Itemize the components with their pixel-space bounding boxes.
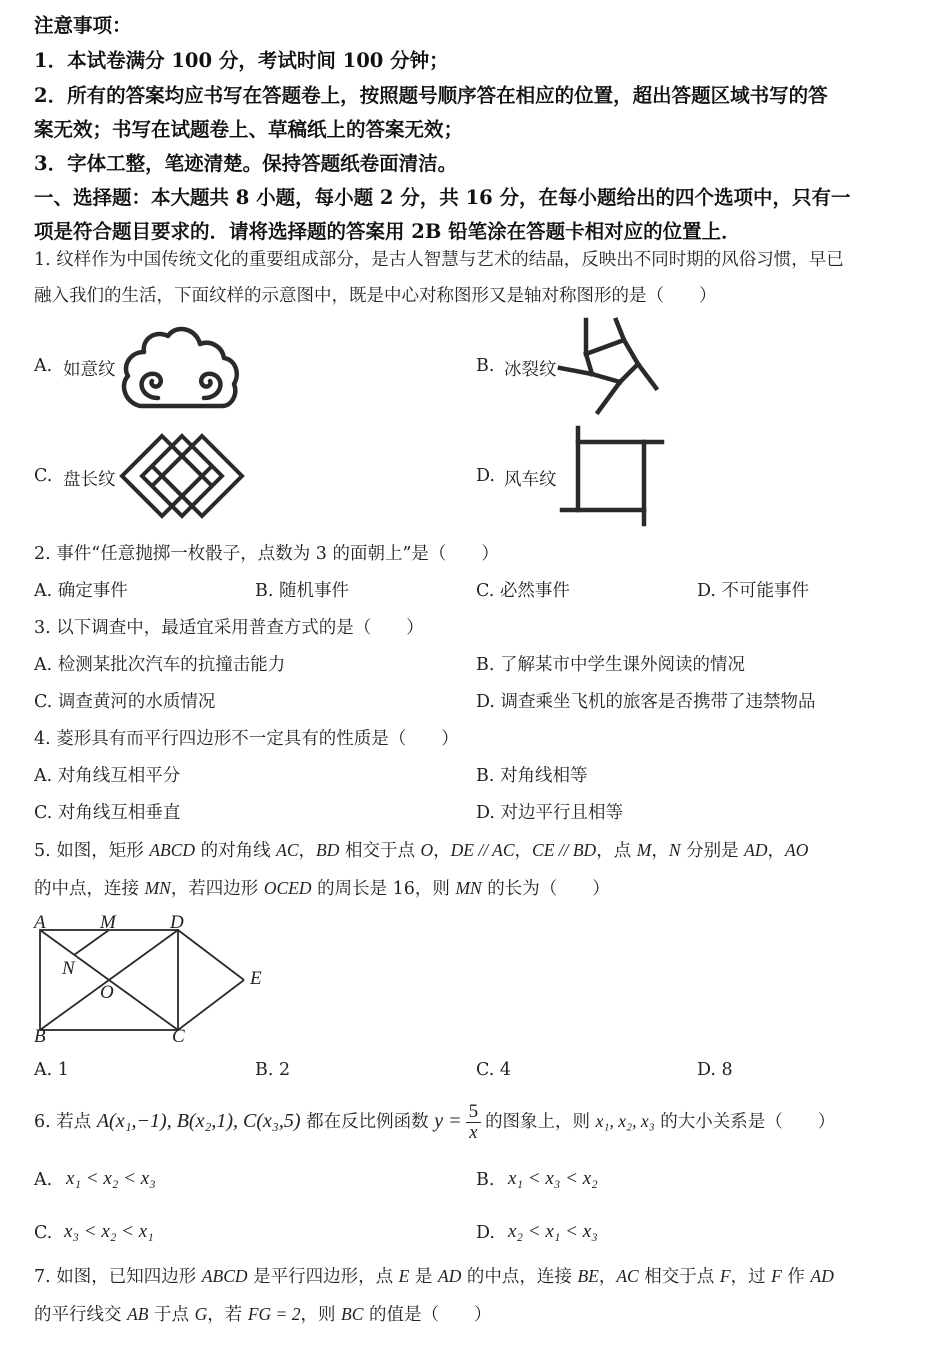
q1-option-b-letter[interactable]: B.: [476, 356, 495, 376]
q6-stem: 6. 若点 A(x₁,−1), B(x₂,1), C(x₃,5) 都在反比例函数 y = $\frac{5}{x}$ 的图象上，则 x₁, x₂, x₃ 的大小关系是（ ）: [34, 1101, 836, 1143]
q6-option-a: x₁ < x₂ < x₃: [66, 1168, 156, 1189]
point-a-label: A: [34, 912, 46, 933]
q5-stem-line2: 的中点，连接 MN，若四边形 OCED 的周长是 16，则 MN 的长为（ ）: [34, 878, 610, 899]
q1-option-d-letter[interactable]: D.: [476, 466, 495, 486]
q6-option-a-letter[interactable]: A.: [34, 1170, 53, 1190]
ice-crack-pattern-figure: [558, 318, 664, 416]
windmill-pattern-figure: [560, 426, 664, 526]
notice-item-3: 3．字体工整，笔迹清楚。保持答题纸卷面清洁。: [34, 152, 458, 175]
point-n-label: N: [62, 958, 75, 979]
q3-stem: 3. 以下调查中，最适宜采用普查方式的是（ ）: [34, 618, 424, 638]
section-heading-cont: 项是符合题目要求的．请将选择题的答案用 2B 铅笔涂在答题卡相对应的位置上．: [34, 220, 741, 243]
point-e-label: E: [250, 968, 262, 989]
q4-option-a[interactable]: A. 对角线互相平分: [34, 766, 181, 786]
q3-option-a[interactable]: A. 检测某批次汽车的抗撞击能力: [34, 655, 286, 675]
point-o-label: O: [100, 982, 114, 1003]
q2-option-d[interactable]: D. 不可能事件: [697, 581, 810, 601]
q6-fraction: $\frac{5}{x}$: [466, 1102, 482, 1143]
q5-option-b[interactable]: B. 2: [255, 1060, 291, 1080]
q6-option-d: x₂ < x₁ < x₃: [508, 1221, 598, 1242]
point-c-label: C: [172, 1026, 185, 1047]
q1-option-b-label: 冰裂纹: [504, 360, 557, 380]
q2-stem: 2. 事件“任意抛掷一枚骰子，点数为 3 的面朝上”是（ ）: [34, 544, 499, 564]
panchang-knot-figure: [118, 432, 246, 520]
q6-option-c-letter[interactable]: C.: [34, 1223, 53, 1243]
notice-item-2: 2．所有的答案均应书写在答题卷上，按照题号顺序答在相应的位置，超出答题区域书写的答: [34, 84, 828, 107]
ruyi-pattern-figure: [118, 318, 244, 416]
q5-stem-line1: 5. 如图，矩形 ABCD 的对角线 AC，BD 相交于点 O，DE // AC，CE // BD，点 M，N 分别是 AD，AO: [34, 840, 809, 861]
notice-title: 注意事项：: [34, 14, 132, 37]
q3-option-b[interactable]: B. 了解某市中学生课外阅读的情况: [476, 655, 745, 675]
q1-option-d-label: 风车纹: [504, 470, 557, 490]
q5-option-a[interactable]: A. 1: [34, 1060, 69, 1080]
notice-item-1: 1．本试卷满分 100 分，考试时间 100 分钟；: [34, 49, 449, 72]
q4-option-b[interactable]: B. 对角线相等: [476, 766, 588, 786]
q7-stem-line1: 7. 如图，已知四边形 ABCD 是平行四边形，点 E 是 AD 的中点，连接 BE，AC 相交于点 F，过 F 作 AD: [34, 1266, 834, 1287]
q6-option-b-letter[interactable]: B.: [476, 1170, 495, 1190]
q1-option-c-letter[interactable]: C.: [34, 466, 53, 486]
q5-option-d[interactable]: D. 8: [697, 1060, 733, 1080]
q1-stem-line2: 融入我们的生活，下面纹样的示意图中，既是中心对称图形又是轴对称图形的是（ ）: [34, 286, 717, 306]
q4-option-c[interactable]: C. 对角线互相垂直: [34, 803, 181, 823]
q6-option-c: x₃ < x₂ < x₁: [64, 1221, 154, 1242]
q2-option-a[interactable]: A. 确定事件: [34, 581, 128, 601]
point-b-label: B: [34, 1026, 46, 1047]
point-d-label: D: [170, 912, 184, 933]
notice-item-2-cont: 案无效；书写在试题卷上、草稿纸上的答案无效；: [34, 118, 464, 141]
q1-option-a-label: 如意纹: [63, 360, 116, 380]
q1-option-c-label: 盘长纹: [63, 470, 116, 490]
q1-option-a-letter[interactable]: A.: [34, 356, 53, 376]
q4-option-d[interactable]: D. 对边平行且相等: [476, 803, 624, 823]
q2-option-b[interactable]: B. 随机事件: [255, 581, 349, 601]
q6-option-d-letter[interactable]: D.: [476, 1223, 495, 1243]
point-m-label: M: [100, 912, 116, 933]
q2-option-c[interactable]: C. 必然事件: [476, 581, 570, 601]
q5-option-c[interactable]: C. 4: [476, 1060, 512, 1080]
q5-rectangle-figure: [30, 908, 270, 1048]
q1-stem-line1: 1. 纹样作为中国传统文化的重要组成部分，是古人智慧与艺术的结晶，反映出不同时期的风俗习惯，早已: [34, 250, 844, 270]
q3-option-d[interactable]: D. 调查乘坐飞机的旅客是否携带了违禁物品: [476, 692, 816, 712]
q7-stem-line2: 的平行线交 AB 于点 G，若 FG = 2，则 BC 的值是（ ）: [34, 1304, 492, 1325]
q4-stem: 4. 菱形具有而平行四边形不一定具有的性质是（ ）: [34, 729, 459, 749]
section-heading: 一、选择题：本大题共 8 小题，每小题 2 分，共 16 分，在每小题给出的四个选项中，只有一: [34, 186, 851, 209]
q3-option-c[interactable]: C. 调查黄河的水质情况: [34, 692, 216, 712]
q6-option-b: x₁ < x₃ < x₂: [508, 1168, 598, 1189]
